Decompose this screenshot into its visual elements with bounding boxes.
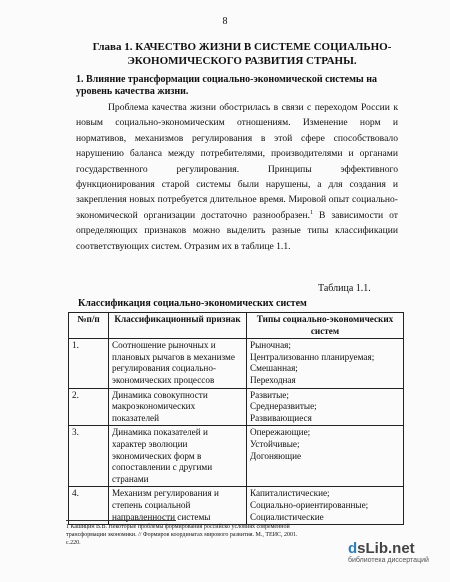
dslib-watermark[interactable]: [348, 540, 448, 564]
body-paragraph: [76, 100, 398, 254]
page-number: 8: [222, 16, 228, 27]
type-item: Среднеразвитые;: [250, 401, 317, 412]
row-feature: Механизм регулирования и степень социальной направленности системы: [109, 487, 247, 525]
row-num: 1.: [69, 339, 109, 388]
paragraph-1: [76, 100, 398, 254]
type-item: Капиталистические;: [250, 488, 330, 499]
row-num: 4.: [69, 487, 109, 525]
type-item: Развивающиеся: [250, 412, 312, 423]
footnote: 1 Кашицин В.В. Некоторые проблемы формирования российско условиях современной трансформации экономики. // Формиров координатах мирового развития. М., ТЕИС, 2001. с.220.: [66, 524, 298, 546]
type-item: Смешанная;: [250, 363, 298, 374]
type-item: Устойчивые;: [250, 438, 300, 449]
table-row: [69, 388, 404, 426]
header-num: №п/п: [69, 313, 109, 339]
watermark-logo: [348, 540, 448, 557]
row-feature: Соотношение рыночных и плановых рычагов в механизме регулирования социально-экономических процессов: [109, 339, 247, 388]
table-caption: Классификация социально-экономических систем: [78, 298, 307, 309]
row-feature: Динамика показателей и характер эволюции экономических форм в сопоставлении с другими странами: [109, 426, 247, 487]
watermark-subtitle: библиотека диссертаций: [348, 557, 429, 564]
section-title: 1. Влияние трансформации социально-экономической системы на уровень качества жизни.: [76, 74, 377, 97]
watermark-logo-d: d: [348, 540, 358, 557]
type-item: Централизованно планируемая;: [250, 351, 375, 362]
paragraph-1-text: Проблема качества жизни обострилась в связи с переходом России к новым социально-экономическим отношениям. Изменение норм и нормативов, механизмов регулирования в этой сфере способствовало нарушению баланса между потребителями, производителями и органами государственного регулирования. Принципы эффективного функционирования старой системы были нарушены, а для создания и закрепления новых потребуется длительное время. Мировой опыт социально-экономической организации достаточно разнообразен.: [76, 102, 398, 221]
row-types: [247, 487, 404, 525]
table-label: Таблица 1.1.: [318, 283, 371, 294]
type-item: Переходная: [250, 374, 296, 385]
classification-table: [68, 312, 404, 525]
table-row: [69, 339, 404, 388]
type-item: Догоняющие: [250, 450, 302, 461]
type-item: Развитые;: [250, 389, 289, 400]
row-types: [247, 426, 404, 487]
row-types: [247, 388, 404, 426]
chapter-title: Глава 1. КАЧЕСТВО ЖИЗНИ В СИСТЕМЕ СОЦИАЛЬНО-ЭКОНОМИЧЕСКОГО РАЗВИТИЯ СТРАНЫ.: [92, 41, 392, 67]
header-types: Типы социально-экономических систем: [247, 313, 404, 339]
type-item: Социалистические: [250, 511, 324, 522]
table-header-row: [69, 313, 404, 339]
footnote-divider: [66, 520, 176, 521]
paragraph-1-tail: В зависимости от определяющих признаков можно выделить разные типы классификации соответствующих систем. Отразим их в таблице 1.1.: [76, 209, 398, 252]
footnote-marker[interactable]: 1: [310, 209, 314, 216]
row-num: 3.: [69, 426, 109, 487]
watermark-logo-rest: sLib.net: [357, 540, 415, 557]
row-types: [247, 339, 404, 388]
type-item: Рыночная;: [250, 340, 291, 351]
row-feature: Динамика совокупности макроэкономических показателей: [109, 388, 247, 426]
table-row: [69, 426, 404, 487]
header-feature: Классификационный признак: [109, 313, 247, 339]
type-item: Опережающие;: [250, 427, 311, 438]
row-num: 2.: [69, 388, 109, 426]
table-row: [69, 487, 404, 525]
type-item: Социально-ориентированные;: [250, 499, 369, 510]
